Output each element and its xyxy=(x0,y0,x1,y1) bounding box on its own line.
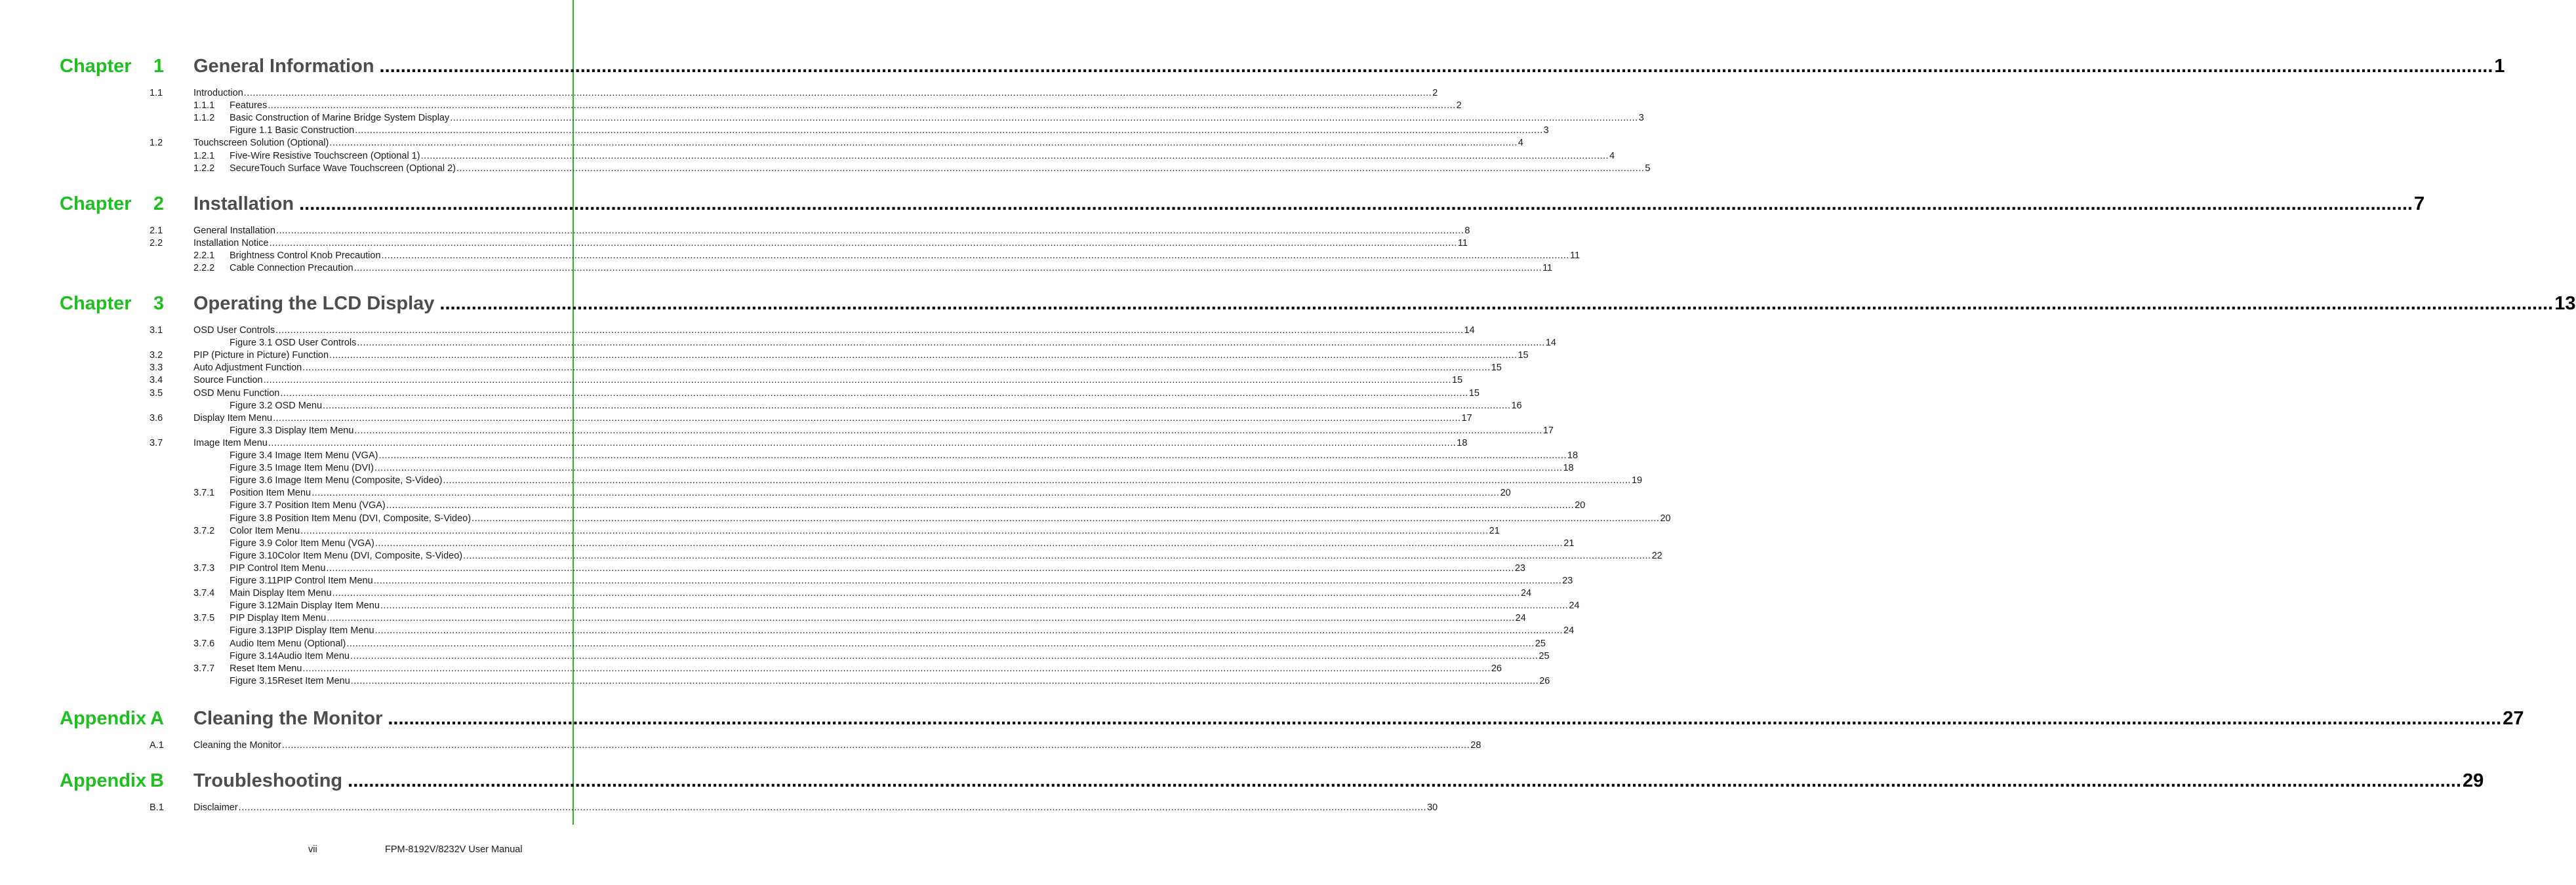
entry-line xyxy=(193,137,1523,149)
dot-leader: ................................................................................................................................................................................................................................................................................................................................................................................................................ xyxy=(346,638,1535,649)
dot-leader: ................................................................................................................................................................................................................................................................................................................................................................................................................ xyxy=(350,675,1539,686)
entry-line xyxy=(230,462,1574,475)
dot-leader: ................................................................................................................................................................................................................................................................................................................................................................................................................ xyxy=(329,138,1518,149)
entry-line xyxy=(230,125,1549,137)
toc-entry[interactable] xyxy=(0,87,1438,100)
dot-leader: ................................................................................................................................................................................................................................................................................................................................................................................................................ xyxy=(326,562,1514,574)
entry-line xyxy=(230,262,1553,275)
entry-page-number: 14 xyxy=(1464,325,1475,336)
toc-entry[interactable] xyxy=(0,525,1500,538)
chapter-number: 1 xyxy=(153,56,164,77)
chapter-page-number: 27 xyxy=(2503,708,2524,729)
chapter-title: Cleaning the Monitor xyxy=(193,708,383,729)
entry-number: 3.3 xyxy=(150,363,163,374)
entry-page-number: 24 xyxy=(1520,588,1532,599)
entry-page-number: 11 xyxy=(1569,250,1580,262)
dot-leader: ................................................................................................................................................................................................................................................................................................................................................................................................................ xyxy=(273,412,1461,423)
toc-entry[interactable] xyxy=(0,362,1502,374)
entry-line xyxy=(193,362,1502,374)
entry-title: SecureTouch Surface Wave Touchscreen (Optional 2) xyxy=(230,163,456,174)
dot-leader: ................................................................................................................................................................................................................................................................................................................................................................................................................ xyxy=(373,576,1562,586)
entry-number: 3.7.6 xyxy=(193,638,215,649)
toc-entry[interactable] xyxy=(0,237,1468,250)
toc-entry[interactable] xyxy=(0,349,1529,362)
entry-line xyxy=(230,513,1671,525)
entry-page-number: 18 xyxy=(1567,450,1579,461)
entry-number: 2.2 xyxy=(150,238,163,249)
entry-page-number: 14 xyxy=(1545,338,1556,349)
entry-title: OSD Menu Function xyxy=(193,387,280,399)
toc-figure-entry[interactable] xyxy=(0,625,1575,637)
entry-page-number: 8 xyxy=(1464,226,1470,236)
entry-number: 3.7.5 xyxy=(193,613,215,624)
entry-line xyxy=(230,525,1500,538)
entry-number: 3.1 xyxy=(150,325,163,336)
toc-entry[interactable] xyxy=(0,802,1438,814)
footer-manual-title: FPM-8192V/8232V User Manual xyxy=(385,844,523,855)
dot-leader: ................................................................................................................................................................................................................................................................................................................................................................................................................ xyxy=(439,293,2554,314)
chapter-title-row xyxy=(193,54,2505,78)
dot-leader: ................................................................................................................................................................................................................................................................................................................................................................................................................ xyxy=(456,163,1645,174)
toc-figure-entry[interactable] xyxy=(0,575,1573,587)
entry-title: Figure 3.8 Position Item Menu (DVI, Composite, S-Video) xyxy=(230,513,472,524)
entry-line xyxy=(230,675,1550,688)
entry-page-number: 24 xyxy=(1515,613,1526,624)
entry-page-number: 11 xyxy=(1542,263,1553,274)
entry-title: Figure 3.6 Image Item Menu (Composite, S-Video) xyxy=(230,475,443,486)
entry-line xyxy=(193,739,1481,752)
entry-title: Brightness Control Knob Precaution xyxy=(230,250,381,262)
entry-page-number: 25 xyxy=(1539,650,1550,661)
dot-leader: ................................................................................................................................................................................................................................................................................................................................................................................................................ xyxy=(300,525,1489,536)
dot-leader: ................................................................................................................................................................................................................................................................................................................................................................................................................ xyxy=(269,238,1457,249)
entry-line xyxy=(230,337,1556,349)
entry-line xyxy=(230,487,1511,500)
entry-page-number: 18 xyxy=(1563,463,1574,474)
chapter-number: 3 xyxy=(153,293,164,314)
entry-number: 3.7.1 xyxy=(193,488,215,499)
entry-page-number: 23 xyxy=(1562,576,1573,586)
entry-number: 3.7.4 xyxy=(193,588,215,599)
dot-leader: ................................................................................................................................................................................................................................................................................................................................................................................................................ xyxy=(443,475,1631,486)
entry-number: 3.6 xyxy=(150,412,163,423)
entry-page-number: 15 xyxy=(1491,363,1502,374)
dot-leader: ................................................................................................................................................................................................................................................................................................................................................................................................................ xyxy=(299,193,2413,214)
entry-title: Figure 3.5 Image Item Menu (DVI) xyxy=(230,463,374,474)
dot-leader: ................................................................................................................................................................................................................................................................................................................................................................................................................ xyxy=(280,387,1468,399)
dot-leader: ................................................................................................................................................................................................................................................................................................................................................................................................................ xyxy=(379,56,2493,77)
dot-leader: ................................................................................................................................................................................................................................................................................................................................................................................................................ xyxy=(374,625,1563,637)
toc-entry[interactable] xyxy=(0,262,1553,275)
toc-entry[interactable] xyxy=(0,374,1463,387)
chapter-label: Appendix xyxy=(60,770,147,791)
entry-number: 1.2.2 xyxy=(193,163,215,174)
entry-line xyxy=(193,225,1470,237)
chapter-page-number: 29 xyxy=(2463,770,2484,791)
entry-line xyxy=(230,400,1522,412)
toc-entry[interactable] xyxy=(0,163,1651,175)
toc-entry[interactable] xyxy=(0,412,1472,425)
entry-title: Cleaning the Monitor xyxy=(193,740,281,751)
toc-figure-entry[interactable] xyxy=(0,550,1662,562)
entry-number: 3.2 xyxy=(150,350,163,361)
dot-leader: ................................................................................................................................................................................................................................................................................................................................................................................................................ xyxy=(348,770,2462,791)
entry-line xyxy=(230,450,1579,462)
entry-page-number: 11 xyxy=(1457,238,1468,249)
chapter-title-row xyxy=(193,192,2425,216)
entry-line xyxy=(193,324,1475,337)
entry-line xyxy=(230,550,1662,562)
entry-title: Figure 3.1 OSD User Controls xyxy=(230,338,357,349)
toc-figure-entry[interactable] xyxy=(0,475,1643,487)
dot-leader: ................................................................................................................................................................................................................................................................................................................................................................................................................ xyxy=(302,663,1491,674)
entry-title: PIP Display Item Menu xyxy=(230,613,327,624)
dot-leader: ................................................................................................................................................................................................................................................................................................................................................................................................................ xyxy=(268,437,1457,448)
entry-line xyxy=(230,575,1573,587)
entry-line xyxy=(230,638,1546,650)
entry-line xyxy=(230,625,1575,637)
entry-title: PIP (Picture in Picture) Function xyxy=(193,350,329,361)
toc-entry[interactable] xyxy=(0,137,1523,149)
entry-title: Disclaimer xyxy=(193,802,238,813)
dot-leader: ................................................................................................................................................................................................................................................................................................................................................................................................................ xyxy=(327,613,1515,624)
entry-number: 1.1.2 xyxy=(193,113,215,124)
entry-title: Figure 3.15Reset Item Menu xyxy=(230,675,350,686)
entry-line xyxy=(193,802,1438,814)
entry-title: Basic Construction of Marine Bridge System Display xyxy=(230,113,450,124)
entry-number: 1.2.1 xyxy=(193,150,215,161)
entry-line xyxy=(230,100,1462,112)
entry-page-number: 21 xyxy=(1489,525,1500,536)
entry-number: 2.1 xyxy=(150,226,163,236)
entry-line xyxy=(230,562,1525,575)
entry-page-number: 20 xyxy=(1500,488,1511,499)
toc-figure-entry[interactable] xyxy=(0,675,1550,688)
entry-title: Figure 3.2 OSD Menu xyxy=(230,400,323,411)
dot-leader: ................................................................................................................................................................................................................................................................................................................................................................................................................ xyxy=(329,350,1518,361)
chapter-number: A xyxy=(150,708,164,729)
entry-page-number: 26 xyxy=(1491,663,1502,674)
toc-figure-entry[interactable] xyxy=(0,500,1586,512)
toc-figure-entry[interactable] xyxy=(0,425,1554,437)
entry-title: PIP Control Item Menu xyxy=(230,562,326,574)
entry-page-number: 28 xyxy=(1470,740,1481,751)
entry-page-number: 20 xyxy=(1660,513,1671,524)
entry-number: 3.7.7 xyxy=(193,663,215,674)
dot-leader: ................................................................................................................................................................................................................................................................................................................................................................................................................ xyxy=(380,600,1569,612)
chapter-title-row xyxy=(193,769,2484,793)
entry-title: Five-Wire Resistive Touchscreen (Optional 1) xyxy=(230,150,420,161)
chapter-page-number: 7 xyxy=(2413,193,2425,214)
dot-leader: ................................................................................................................................................................................................................................................................................................................................................................................................................ xyxy=(374,463,1563,474)
entry-page-number: 26 xyxy=(1539,675,1550,686)
entry-line xyxy=(230,475,1643,487)
dot-leader: ................................................................................................................................................................................................................................................................................................................................................................................................................ xyxy=(381,250,1569,262)
entry-title: Display Item Menu xyxy=(193,412,273,423)
entry-title: Audio Item Menu (Optional) xyxy=(230,638,346,649)
dot-leader: ................................................................................................................................................................................................................................................................................................................................................................................................................ xyxy=(275,226,1464,236)
chapter-label: Appendix xyxy=(60,708,147,729)
entry-title: Touchscreen Solution (Optional) xyxy=(193,138,329,149)
entry-title: Image Item Menu xyxy=(193,437,268,448)
chapter-title: General Information xyxy=(193,56,374,77)
toc-figure-entry[interactable] xyxy=(0,400,1522,412)
toc-entry[interactable] xyxy=(0,487,1511,500)
entry-page-number: 17 xyxy=(1542,425,1554,436)
entry-line xyxy=(230,150,1615,163)
toc-entry[interactable] xyxy=(0,150,1615,163)
entry-line xyxy=(230,250,1580,262)
entry-title: Features xyxy=(230,100,268,111)
entry-line xyxy=(230,538,1575,550)
entry-title: Reset Item Menu xyxy=(230,663,302,674)
toc-entry[interactable] xyxy=(0,663,1502,675)
chapter-page-number: 13 xyxy=(2554,293,2576,314)
entry-page-number: 20 xyxy=(1575,500,1586,511)
dot-leader: ................................................................................................................................................................................................................................................................................................................................................................................................................ xyxy=(263,375,1452,386)
toc-figure-entry[interactable] xyxy=(0,450,1579,462)
entry-title: Figure 3.13PIP Display Item Menu xyxy=(230,625,374,637)
entry-title: Figure 3.4 Image Item Menu (VGA) xyxy=(230,450,378,461)
entry-title: Position Item Menu xyxy=(230,488,312,499)
entry-line xyxy=(193,437,1468,450)
dot-leader: ................................................................................................................................................................................................................................................................................................................................................................................................................ xyxy=(302,363,1491,374)
entry-page-number: 3 xyxy=(1543,125,1549,136)
entry-title: Introduction xyxy=(193,88,243,98)
entry-page-number: 4 xyxy=(1609,150,1615,161)
toc-entry[interactable] xyxy=(0,437,1468,450)
toc-figure-entry[interactable] xyxy=(0,650,1550,663)
chapter-heading[interactable] xyxy=(0,54,2505,78)
entry-line xyxy=(193,349,1529,362)
chapter-number: 2 xyxy=(153,193,164,214)
toc-figure-entry[interactable] xyxy=(0,600,1580,612)
chapter-heading[interactable] xyxy=(0,192,2425,216)
dot-leader: ................................................................................................................................................................................................................................................................................................................................................................................................................ xyxy=(332,588,1520,599)
chapter-label: Chapter xyxy=(60,293,132,314)
dot-leader: ................................................................................................................................................................................................................................................................................................................................................................................................................ xyxy=(268,100,1456,111)
dot-leader: ................................................................................................................................................................................................................................................................................................................................................................................................................ xyxy=(312,488,1500,499)
entry-number: 1.1.1 xyxy=(193,100,215,111)
entry-page-number: 24 xyxy=(1563,625,1575,637)
toc-figure-entry[interactable] xyxy=(0,125,1549,137)
entry-page-number: 3 xyxy=(1638,113,1644,124)
entry-title: Figure 3.7 Position Item Menu (VGA) xyxy=(230,500,386,511)
chapter-title: Installation xyxy=(193,193,294,214)
entry-line xyxy=(230,612,1526,625)
entry-title: Figure 3.3 Display Item Menu xyxy=(230,425,354,436)
entry-line xyxy=(193,87,1438,100)
dot-leader: ................................................................................................................................................................................................................................................................................................................................................................................................................ xyxy=(420,150,1609,161)
dot-leader: ................................................................................................................................................................................................................................................................................................................................................................................................................ xyxy=(378,450,1567,461)
toc-entry[interactable] xyxy=(0,739,1481,752)
entry-number: A.1 xyxy=(150,740,164,751)
entry-title: Figure 1.1 Basic Construction xyxy=(230,125,355,136)
entry-title: Figure 3.12Main Display Item Menu xyxy=(230,600,380,612)
entry-title: Auto Adjustment Function xyxy=(193,363,302,374)
entry-title: Main Display Item Menu xyxy=(230,588,332,599)
entry-title: Figure 3.10Color Item Menu (DVI, Composite, S-Video) xyxy=(230,550,463,561)
entry-number: 2.2.1 xyxy=(193,250,215,262)
entry-line xyxy=(230,500,1586,512)
entry-page-number: 17 xyxy=(1461,412,1472,423)
entry-title: General Installation xyxy=(193,226,275,236)
toc-entry[interactable] xyxy=(0,612,1526,625)
chapter-label: Chapter xyxy=(60,56,132,77)
toc-entry[interactable] xyxy=(0,250,1580,262)
chapter-title-row xyxy=(193,292,2576,315)
toc-entry[interactable] xyxy=(0,387,1479,400)
entry-number: 2.2.2 xyxy=(193,263,215,274)
entry-title: Cable Connection Precaution xyxy=(230,263,353,274)
entry-number: 1.2 xyxy=(150,138,163,149)
entry-line xyxy=(230,163,1651,175)
entry-title: Figure 3.14Audio Item Menu xyxy=(230,650,350,661)
entry-number: 3.7.3 xyxy=(193,562,215,574)
entry-line xyxy=(230,663,1502,675)
toc-entry[interactable] xyxy=(0,638,1546,650)
entry-page-number: 19 xyxy=(1631,475,1643,486)
entry-title: Source Function xyxy=(193,375,263,386)
dot-leader: ................................................................................................................................................................................................................................................................................................................................................................................................................ xyxy=(463,550,1651,561)
entry-page-number: 30 xyxy=(1427,802,1438,813)
chapter-label: Chapter xyxy=(60,193,132,214)
entry-page-number: 18 xyxy=(1457,437,1468,448)
dot-leader: ................................................................................................................................................................................................................................................................................................................................................................................................................ xyxy=(323,400,1511,411)
dot-leader: ................................................................................................................................................................................................................................................................................................................................................................................................................ xyxy=(388,708,2502,729)
entry-page-number: 16 xyxy=(1511,400,1522,411)
entry-page-number: 15 xyxy=(1518,350,1529,361)
entry-page-number: 2 xyxy=(1432,88,1438,98)
entry-title: Installation Notice xyxy=(193,238,269,249)
dot-leader: ................................................................................................................................................................................................................................................................................................................................................................................................................ xyxy=(275,325,1464,336)
dot-leader: ................................................................................................................................................................................................................................................................................................................................................................................................................ xyxy=(353,263,1542,274)
entry-page-number: 22 xyxy=(1651,550,1662,561)
chapter-title-row xyxy=(193,707,2524,730)
dot-leader: ................................................................................................................................................................................................................................................................................................................................................................................................................ xyxy=(450,113,1638,124)
toc-entry[interactable] xyxy=(0,562,1525,575)
entry-line xyxy=(230,600,1580,612)
toc-figure-entry[interactable] xyxy=(0,538,1575,550)
entry-page-number: 15 xyxy=(1468,387,1479,399)
toc-figure-entry[interactable] xyxy=(0,337,1556,349)
chapter-title: Operating the LCD Display xyxy=(193,293,435,314)
toc-entry[interactable] xyxy=(0,225,1470,237)
entry-line xyxy=(230,650,1550,663)
entry-title: Figure 3.9 Color Item Menu (VGA) xyxy=(230,538,374,549)
dot-leader: ................................................................................................................................................................................................................................................................................................................................................................................................................ xyxy=(350,650,1539,661)
entry-page-number: 21 xyxy=(1563,538,1575,549)
entry-page-number: 5 xyxy=(1645,163,1651,174)
entry-line xyxy=(230,587,1532,600)
entry-line xyxy=(193,387,1479,400)
entry-number: 3.4 xyxy=(150,375,163,386)
entry-number: 3.7.2 xyxy=(193,525,215,536)
entry-line xyxy=(193,237,1468,250)
entry-number: 1.1 xyxy=(150,88,163,98)
chapter-heading[interactable] xyxy=(0,769,2484,793)
chapter-title: Troubleshooting xyxy=(193,770,343,791)
chapter-heading[interactable] xyxy=(0,292,2576,315)
entry-title: Figure 3.11PIP Control Item Menu xyxy=(230,576,373,586)
dot-leader: ................................................................................................................................................................................................................................................................................................................................................................................................................ xyxy=(243,88,1432,98)
entry-page-number: 23 xyxy=(1514,562,1525,574)
toc-entry[interactable] xyxy=(0,587,1532,600)
dot-leader: ................................................................................................................................................................................................................................................................................................................................................................................................................ xyxy=(281,740,1470,751)
toc-figure-entry[interactable] xyxy=(0,462,1574,475)
entry-line xyxy=(193,412,1472,425)
toc-figure-entry[interactable] xyxy=(0,513,1671,525)
entry-line xyxy=(230,425,1554,437)
entry-page-number: 15 xyxy=(1452,375,1463,386)
footer-page-number: vii xyxy=(308,844,317,855)
entry-page-number: 4 xyxy=(1518,138,1523,149)
entry-page-number: 25 xyxy=(1535,638,1546,649)
entry-line xyxy=(230,112,1644,125)
dot-leader: ................................................................................................................................................................................................................................................................................................................................................................................................................ xyxy=(355,125,1543,136)
entry-number: 3.7 xyxy=(150,437,163,448)
dot-leader: ................................................................................................................................................................................................................................................................................................................................................................................................................ xyxy=(472,513,1660,524)
entry-title: OSD User Controls xyxy=(193,325,275,336)
entry-page-number: 24 xyxy=(1569,600,1580,612)
entry-title: Color Item Menu xyxy=(230,525,300,536)
chapter-page-number: 1 xyxy=(2494,56,2505,77)
entry-number: B.1 xyxy=(150,802,164,813)
dot-leader: ................................................................................................................................................................................................................................................................................................................................................................................................................ xyxy=(354,425,1542,436)
entry-number: 3.5 xyxy=(150,387,163,399)
toc-entry[interactable] xyxy=(0,112,1644,125)
toc-entry[interactable] xyxy=(0,100,1462,112)
entry-line xyxy=(193,374,1463,387)
dot-leader: ................................................................................................................................................................................................................................................................................................................................................................................................................ xyxy=(357,338,1545,349)
dot-leader: ................................................................................................................................................................................................................................................................................................................................................................................................................ xyxy=(374,538,1563,549)
dot-leader: ................................................................................................................................................................................................................................................................................................................................................................................................................ xyxy=(238,802,1427,813)
dot-leader: ................................................................................................................................................................................................................................................................................................................................................................................................................ xyxy=(386,500,1575,511)
entry-page-number: 2 xyxy=(1456,100,1462,111)
chapter-number: B xyxy=(150,770,164,791)
chapter-heading[interactable] xyxy=(0,707,2524,730)
toc-entry[interactable] xyxy=(0,324,1475,337)
